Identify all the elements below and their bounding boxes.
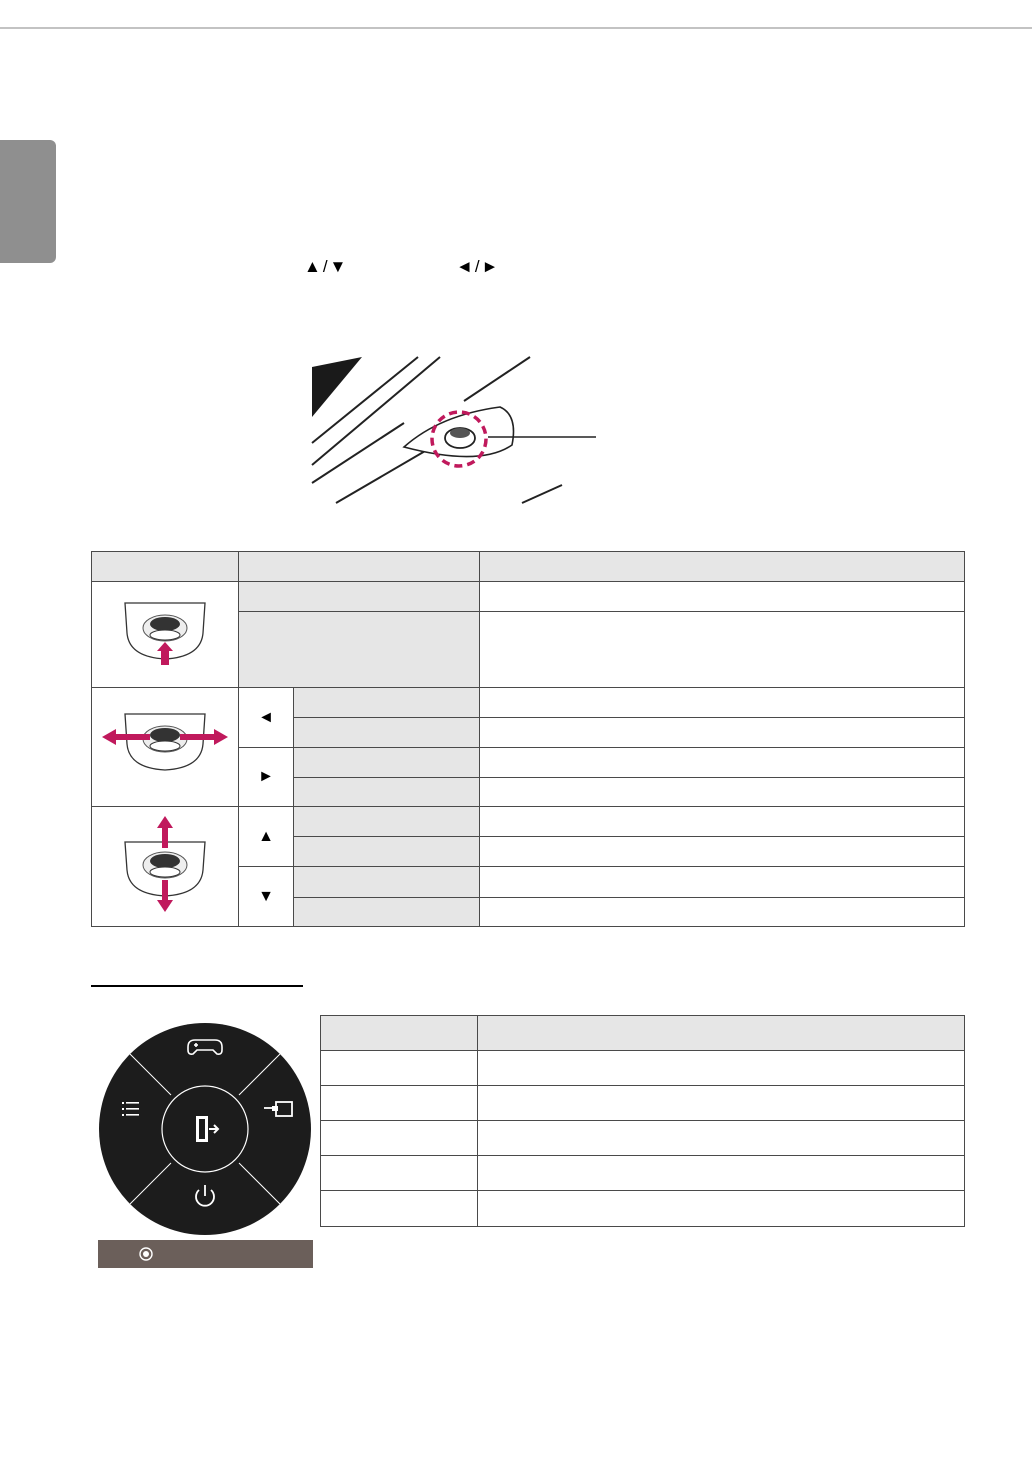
- menu-functions-table: [320, 1015, 965, 1227]
- description-cell: [478, 1051, 965, 1086]
- header-cell: [478, 1016, 965, 1051]
- description-cell: [480, 867, 965, 898]
- left-right-arrow-glyphs: ◄/►: [456, 257, 501, 276]
- menu-cell: [321, 1191, 478, 1227]
- description-cell: [480, 778, 965, 807]
- description-cell: [480, 718, 965, 748]
- action-cell: [239, 582, 480, 612]
- menu-cell: [321, 1051, 478, 1086]
- table-row: [321, 1121, 965, 1156]
- header-rule: [0, 27, 1032, 29]
- description-cell: [478, 1086, 965, 1121]
- table-row: [321, 1086, 965, 1121]
- action-cell: [294, 837, 480, 867]
- table-header-row: [92, 552, 965, 582]
- joystick-press-illustration-cell: [92, 582, 239, 688]
- action-cell: [239, 612, 480, 688]
- joystick-menu-status-bar: [98, 1240, 313, 1268]
- menu-cell: [321, 1086, 478, 1121]
- description-cell: [478, 1191, 965, 1227]
- description-cell: [480, 582, 965, 612]
- joystick-left-right-icon: [100, 706, 230, 784]
- table-row: [321, 1191, 965, 1227]
- table-row: [92, 582, 965, 612]
- right-arrow-cell: ►: [239, 748, 294, 807]
- up-down-arrow-glyphs: ▲/▼: [304, 257, 349, 276]
- language-edge-tab: [0, 140, 56, 263]
- table-row: [321, 1051, 965, 1086]
- joystick-controls-table: [91, 551, 965, 927]
- joystick-up-down-illustration-cell: [92, 807, 239, 927]
- description-cell: [480, 688, 965, 718]
- description-cell: [480, 837, 965, 867]
- description-cell: [480, 898, 965, 927]
- description-cell: [478, 1156, 965, 1191]
- table-row: [92, 807, 965, 837]
- header-cell: [480, 552, 965, 582]
- joystick-menu-wheel: [98, 1022, 312, 1236]
- description-cell: [480, 748, 965, 778]
- action-cell: [294, 867, 480, 898]
- radio-dot-icon: [138, 1246, 154, 1262]
- header-cell: [321, 1016, 478, 1051]
- joystick-up-down-icon: [115, 814, 215, 914]
- action-cell: [294, 807, 480, 837]
- left-arrow-cell: ◄: [239, 688, 294, 748]
- description-cell: [480, 612, 965, 688]
- action-cell: [294, 778, 480, 807]
- action-cell: [294, 718, 480, 748]
- table-row: [321, 1156, 965, 1191]
- action-cell: [294, 748, 480, 778]
- down-arrow-cell: ▼: [239, 867, 294, 927]
- menu-cell: [321, 1156, 478, 1191]
- action-cell: [294, 898, 480, 927]
- section-heading-underline: [91, 985, 303, 987]
- joystick-cap: [450, 428, 470, 438]
- header-cell: [92, 552, 239, 582]
- action-cell: [294, 688, 480, 718]
- menu-cell: [321, 1121, 478, 1156]
- joystick-left-right-illustration-cell: [92, 688, 239, 807]
- joystick-location-illustration: [300, 355, 610, 505]
- joystick-press-icon: [115, 593, 215, 671]
- description-cell: [478, 1121, 965, 1156]
- header-cell: [239, 552, 480, 582]
- up-arrow-cell: ▲: [239, 807, 294, 867]
- description-cell: [480, 807, 965, 837]
- table-row: [92, 688, 965, 718]
- table-header-row: [321, 1016, 965, 1051]
